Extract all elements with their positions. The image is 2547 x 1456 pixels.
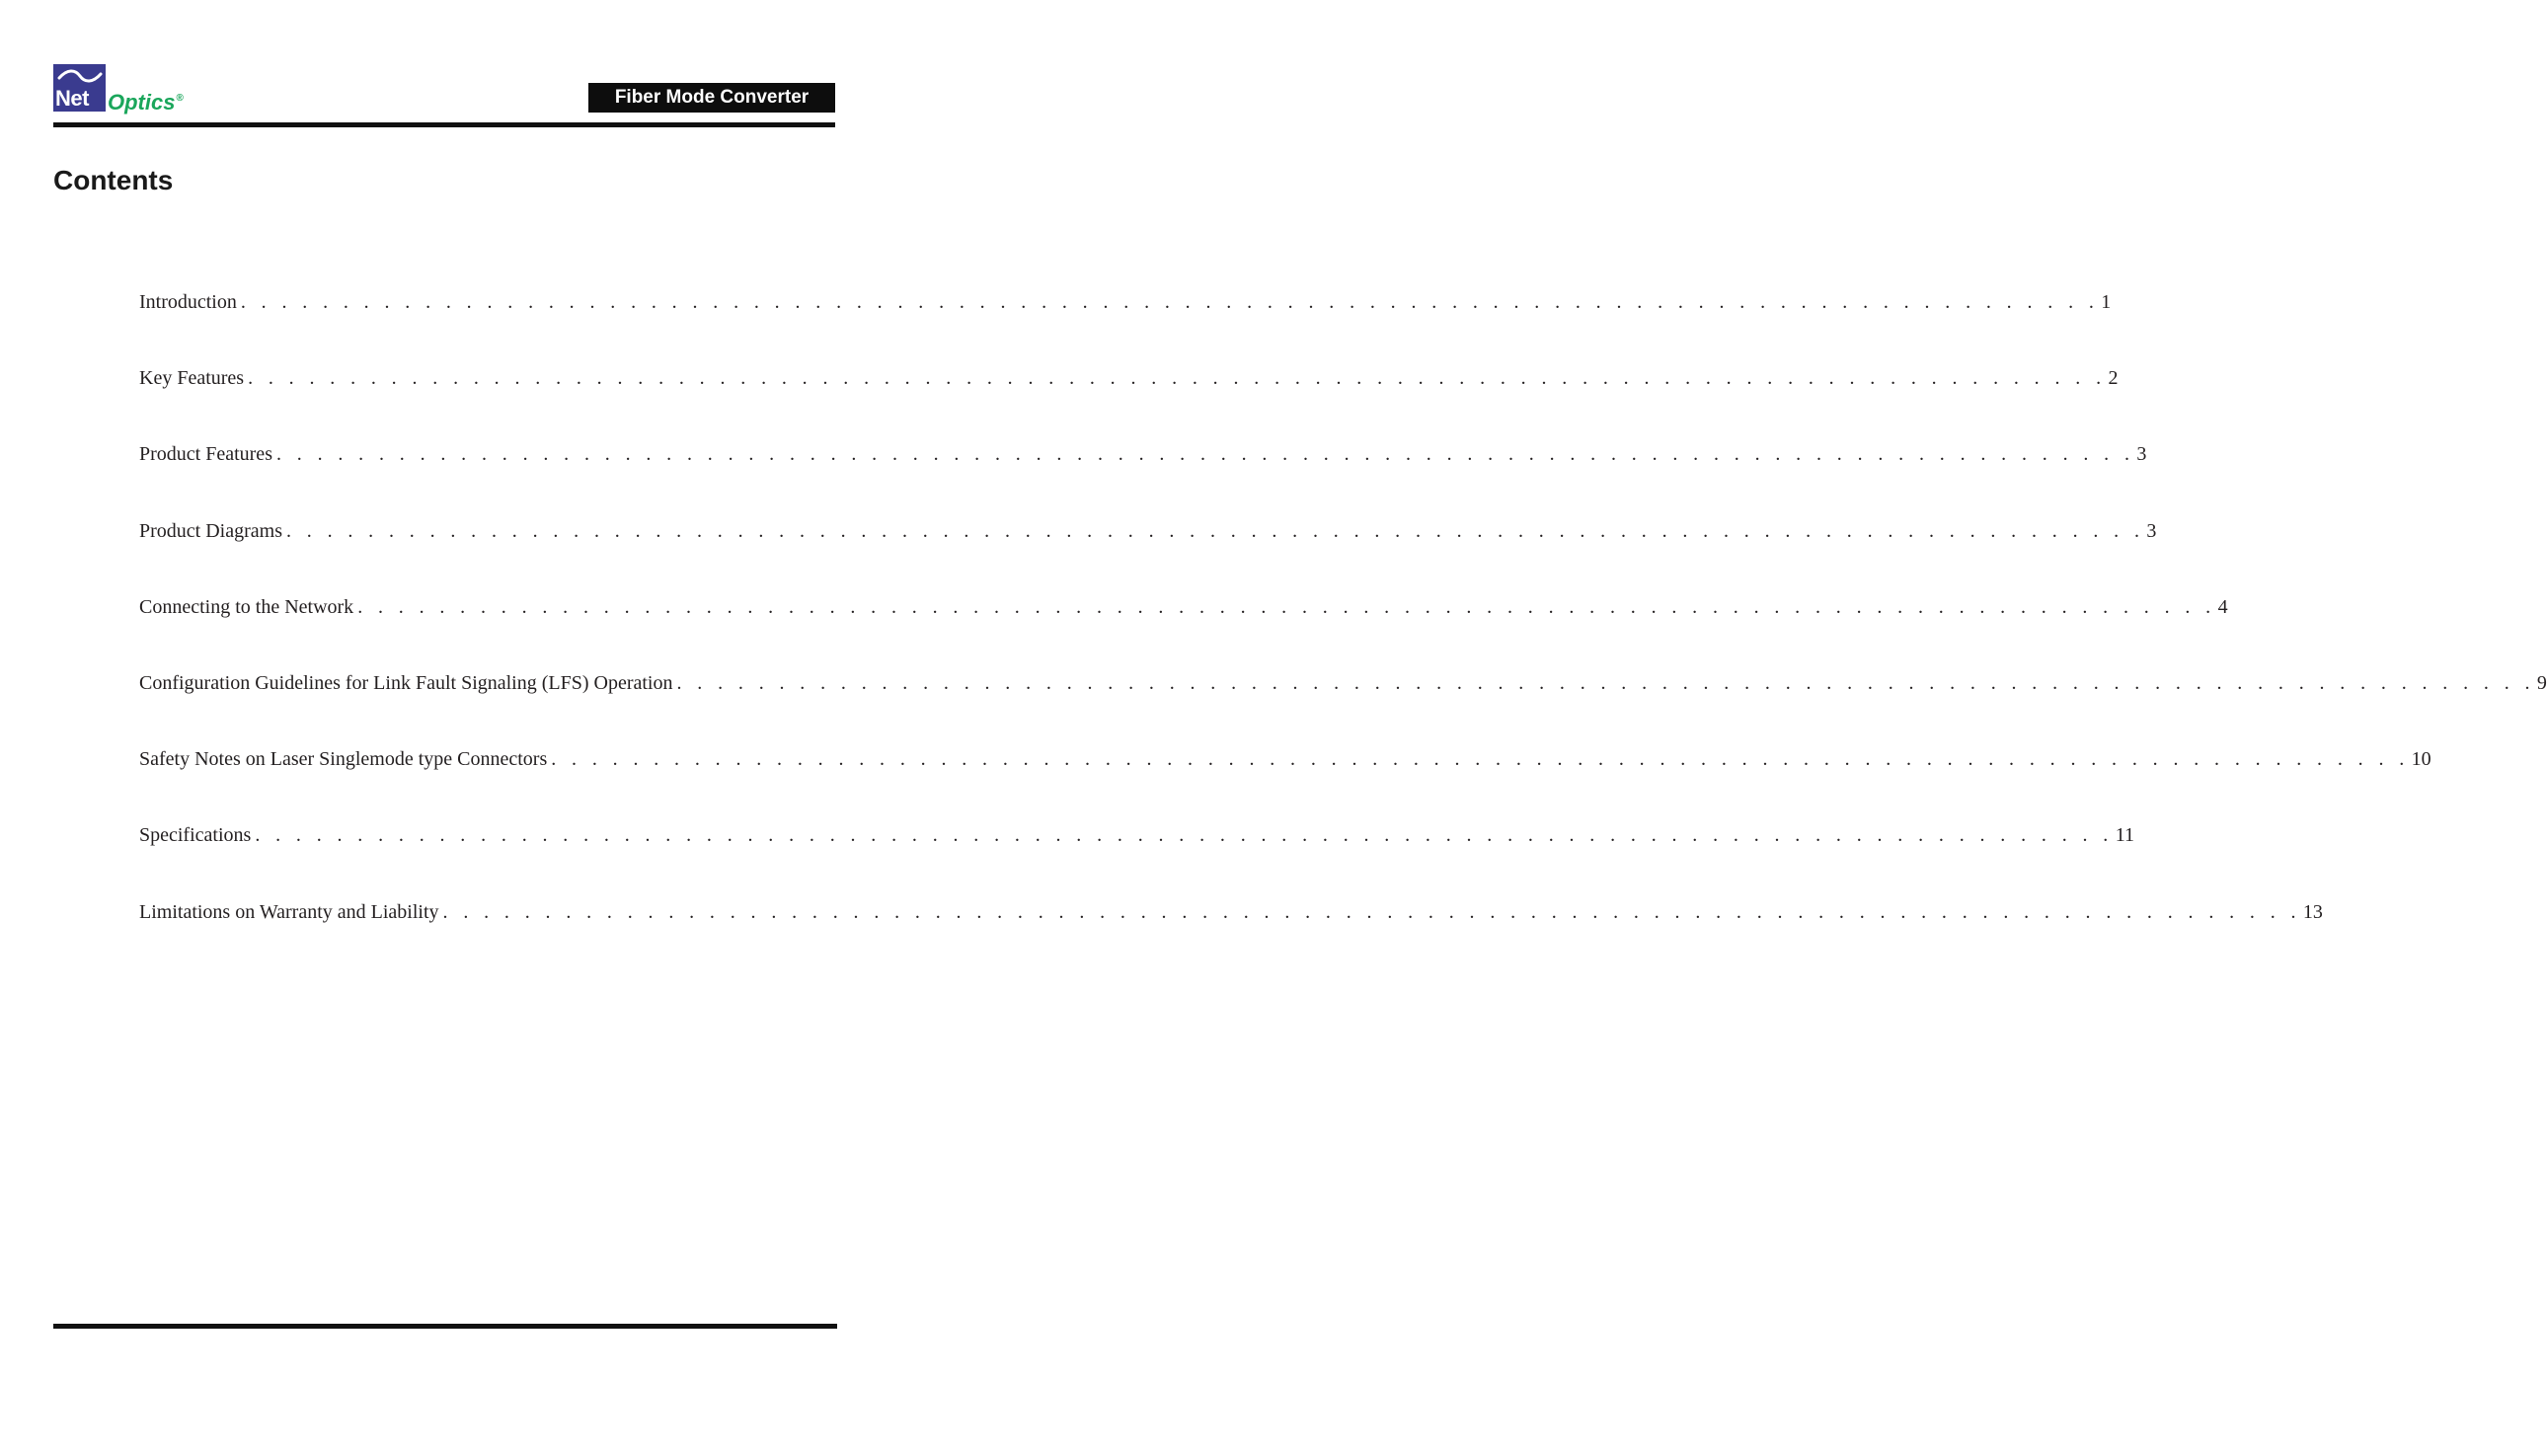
toc-entry-title: Configuration Guidelines for Link Fault Signaling (LFS) Operation	[139, 671, 673, 694]
dot-leader: . . . . . . . . . . . . . . . . . . . . . . . . . . . . . . . . . . . . . . . . . . . . . . . . . . . . . . . . . . . . . . . . . . . . . . . . . . . . . . . . . . . . . . . . . . .	[255, 824, 2114, 847]
toc-entry-page: 4	[2217, 595, 2228, 618]
toc-entry-introduction[interactable]	[139, 288, 2112, 364]
toc-entry-configuration-guidelines[interactable]	[139, 669, 2547, 745]
product-name-badge: Fiber Mode Converter	[588, 83, 835, 113]
toc-entry-page: 1	[2101, 291, 2112, 313]
toc-entry-page: 3	[2136, 443, 2147, 466]
net-optics-logo	[53, 64, 201, 114]
toc-entry-title: Specifications	[139, 824, 252, 847]
dot-leader: . . . . . . . . . . . . . . . . . . . . . . . . . . . . . . . . . . . . . . . . . . . . . . . . . . . . . . . . . . . . . . . . . . . . . . . . . . . . . . . . . . . . . . . . . . .	[248, 367, 2107, 390]
dot-leader: . . . . . . . . . . . . . . . . . . . . . . . . . . . . . . . . . . . . . . . . . . . . . . . . . . . . . . . . . . . . . . . . . . . . . . . . . . . . . . . . . . . . . . . . . . .	[275, 443, 2135, 466]
toc-entry-page: 2	[2108, 367, 2119, 390]
toc-entry-connecting-to-network[interactable]	[139, 593, 2228, 669]
page-title: Contents	[53, 165, 174, 195]
logo-optics-text: Optics®	[108, 90, 184, 115]
toc-entry-title: Key Features	[139, 367, 245, 390]
table-of-contents	[139, 288, 2547, 974]
toc-entry-safety-notes[interactable]	[139, 745, 2431, 821]
toc-entry-page: 13	[2302, 900, 2323, 923]
toc-entry-key-features[interactable]	[139, 364, 2119, 440]
toc-entry-page: 10	[2411, 748, 2431, 771]
toc-entry-title: Safety Notes on Laser Singlemode type Connectors	[139, 748, 548, 771]
registered-mark: ®	[176, 93, 184, 104]
logo-mark	[53, 64, 106, 112]
toc-entry-page: 3	[2146, 519, 2157, 542]
dot-leader: . . . . . . . . . . . . . . . . . . . . . . . . . . . . . . . . . . . . . . . . . . . . . . . . . . . . . . . . . . . . . . . . . . . . . . . . . . . . . . . . . . . . . . . . . . .	[240, 291, 2100, 313]
toc-entry-title: Connecting to the Network	[139, 595, 354, 618]
toc-entry-warranty-liability[interactable]	[139, 898, 2323, 974]
toc-entry-title: Product Diagrams	[139, 519, 282, 542]
wave-icon	[57, 68, 103, 84]
toc-entry-title: Limitations on Warranty and Liability	[139, 900, 439, 923]
logo-net-text: Net	[55, 86, 89, 111]
toc-entry-title: Introduction	[139, 291, 237, 313]
dot-leader: . . . . . . . . . . . . . . . . . . . . . . . . . . . . . . . . . . . . . . . . . . . . . . . . . . . . . . . . . . . . . . . . . . . . . . . . . . . . . . . . . . . . . . . . . . .	[676, 671, 2535, 694]
dot-leader: . . . . . . . . . . . . . . . . . . . . . . . . . . . . . . . . . . . . . . . . . . . . . . . . . . . . . . . . . . . . . . . . . . . . . . . . . . . . . . . . . . . . . . . . . . .	[551, 748, 2410, 771]
dot-leader: . . . . . . . . . . . . . . . . . . . . . . . . . . . . . . . . . . . . . . . . . . . . . . . . . . . . . . . . . . . . . . . . . . . . . . . . . . . . . . . . . . . . . . . . . . .	[285, 519, 2145, 542]
toc-entry-page: 9	[2536, 671, 2547, 694]
toc-entry-specifications[interactable]	[139, 821, 2134, 897]
toc-entry-product-diagrams[interactable]	[139, 517, 2157, 593]
dot-leader: . . . . . . . . . . . . . . . . . . . . . . . . . . . . . . . . . . . . . . . . . . . . . . . . . . . . . . . . . . . . . . . . . . . . . . . . . . . . . . . . . . . . . . . . . . .	[442, 900, 2301, 923]
toc-entry-title: Product Features	[139, 443, 272, 466]
toc-entry-product-features[interactable]	[139, 440, 2147, 516]
dot-leader: . . . . . . . . . . . . . . . . . . . . . . . . . . . . . . . . . . . . . . . . . . . . . . . . . . . . . . . . . . . . . . . . . . . . . . . . . . . . . . . . . . . . . . . . . . .	[357, 595, 2216, 618]
footer-divider	[53, 1324, 837, 1329]
toc-entry-page: 11	[2115, 824, 2134, 847]
header-divider	[53, 122, 835, 127]
